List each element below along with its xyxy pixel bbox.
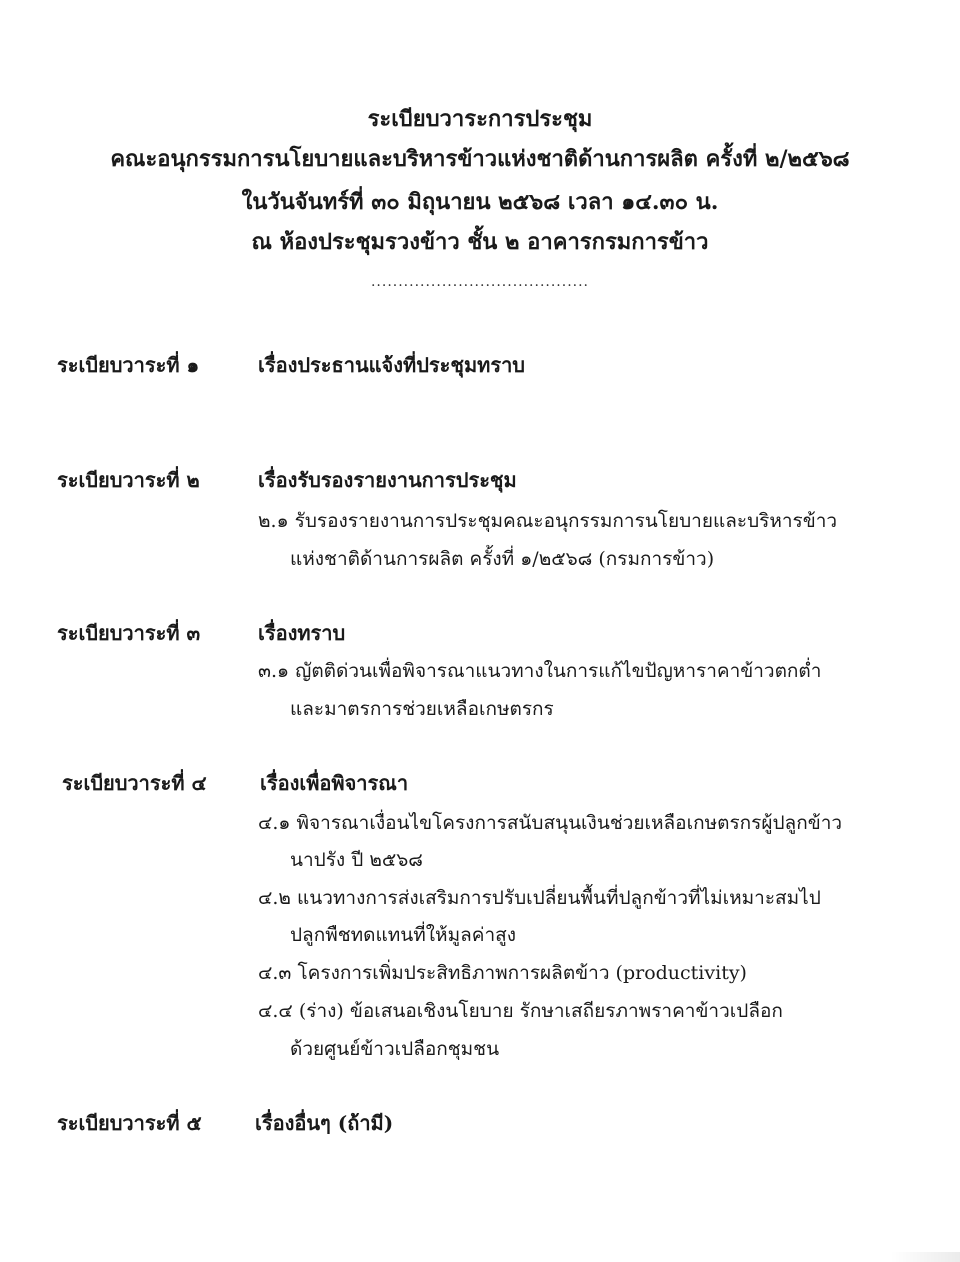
scan-edge-shadow	[890, 1252, 960, 1262]
agenda-4-title: เรื่องเพื่อพิจารณา	[260, 771, 409, 795]
meeting-location: ณ ห้องประชุมรวงข้าว ชั้น ๒ อาคารกรมการข้าว	[251, 229, 709, 255]
agenda-item-4-2-cont: ปลูกพืชทดแทนที่ให้มูลค่าสูง	[290, 924, 516, 946]
agenda-item-3-1-cont: และมาตรการช่วยเหลือเกษตรกร	[290, 698, 554, 720]
agenda-item-4-3: ๔.๓ โครงการเพิ่มประสิทธิภาพการผลิตข้าว (productivity)	[258, 962, 747, 984]
agenda-1-title: เรื่องประธานแจ้งที่ประชุมทราบ	[258, 353, 525, 377]
title-separator: ........................................	[370, 274, 589, 290]
agenda-3-label: ระเบียบวาระที่ ๓	[57, 621, 201, 645]
agenda-item-4-4: ๔.๔ (ร่าง) ข้อเสนอเชิงนโยบาย รักษาเสถียรภาพราคาข้าวเปลือก	[258, 1000, 783, 1022]
agenda-5-title: เรื่องอื่นๆ (ถ้ามี)	[255, 1111, 394, 1135]
agenda-item-2-1: ๒.๑ รับรองรายงานการประชุมคณะอนุกรรมการนโยบายและบริหารข้าว	[258, 510, 838, 532]
agenda-5-label: ระเบียบวาระที่ ๕	[57, 1111, 202, 1135]
agenda-2-title: เรื่องรับรองรายงานการประชุม	[258, 468, 517, 492]
committee-name: คณะอนุกรรมการนโยบายและบริหารข้าวแห่งชาติด้านการผลิต ครั้งที่ ๒/๒๕๖๘	[110, 146, 850, 172]
agenda-2-label: ระเบียบวาระที่ ๒	[57, 468, 200, 492]
agenda-item-4-2: ๔.๒ แนวทางการส่งเสริมการปรับเปลี่ยนพื้นที่ปลูกข้าวที่ไม่เหมาะสมไป	[258, 887, 821, 909]
agenda-item-2-1-cont: แห่งชาติด้านการผลิต ครั้งที่ ๑/๒๕๖๘ (กรมการข้าว)	[290, 548, 715, 570]
agenda-item-4-4-cont: ด้วยศูนย์ข้าวเปลือกชุมชน	[290, 1038, 500, 1060]
document-title: ระเบียบวาระการประชุม	[367, 106, 593, 132]
agenda-item-3-1: ๓.๑ ญัตติด่วนเพื่อพิจารณาแนวทางในการแก้ไขปัญหาราคาข้าวตกต่ำ	[258, 660, 822, 682]
agenda-item-4-1-cont: นาปรัง ปี ๒๕๖๘	[290, 849, 423, 871]
agenda-item-4-1: ๔.๑ พิจารณาเงื่อนไขโครงการสนับสนุนเงินช่วยเหลือเกษตรกรผู้ปลูกข้าว	[258, 812, 843, 834]
agenda-4-label: ระเบียบวาระที่ ๔	[62, 771, 207, 795]
agenda-1-label: ระเบียบวาระที่ ๑	[57, 353, 200, 377]
meeting-datetime: ในวันจันทร์ที่ ๓๐ มิถุนายน ๒๕๖๘ เวลา ๑๔.๓๐ น.	[241, 189, 719, 215]
agenda-3-title: เรื่องทราบ	[258, 621, 346, 645]
